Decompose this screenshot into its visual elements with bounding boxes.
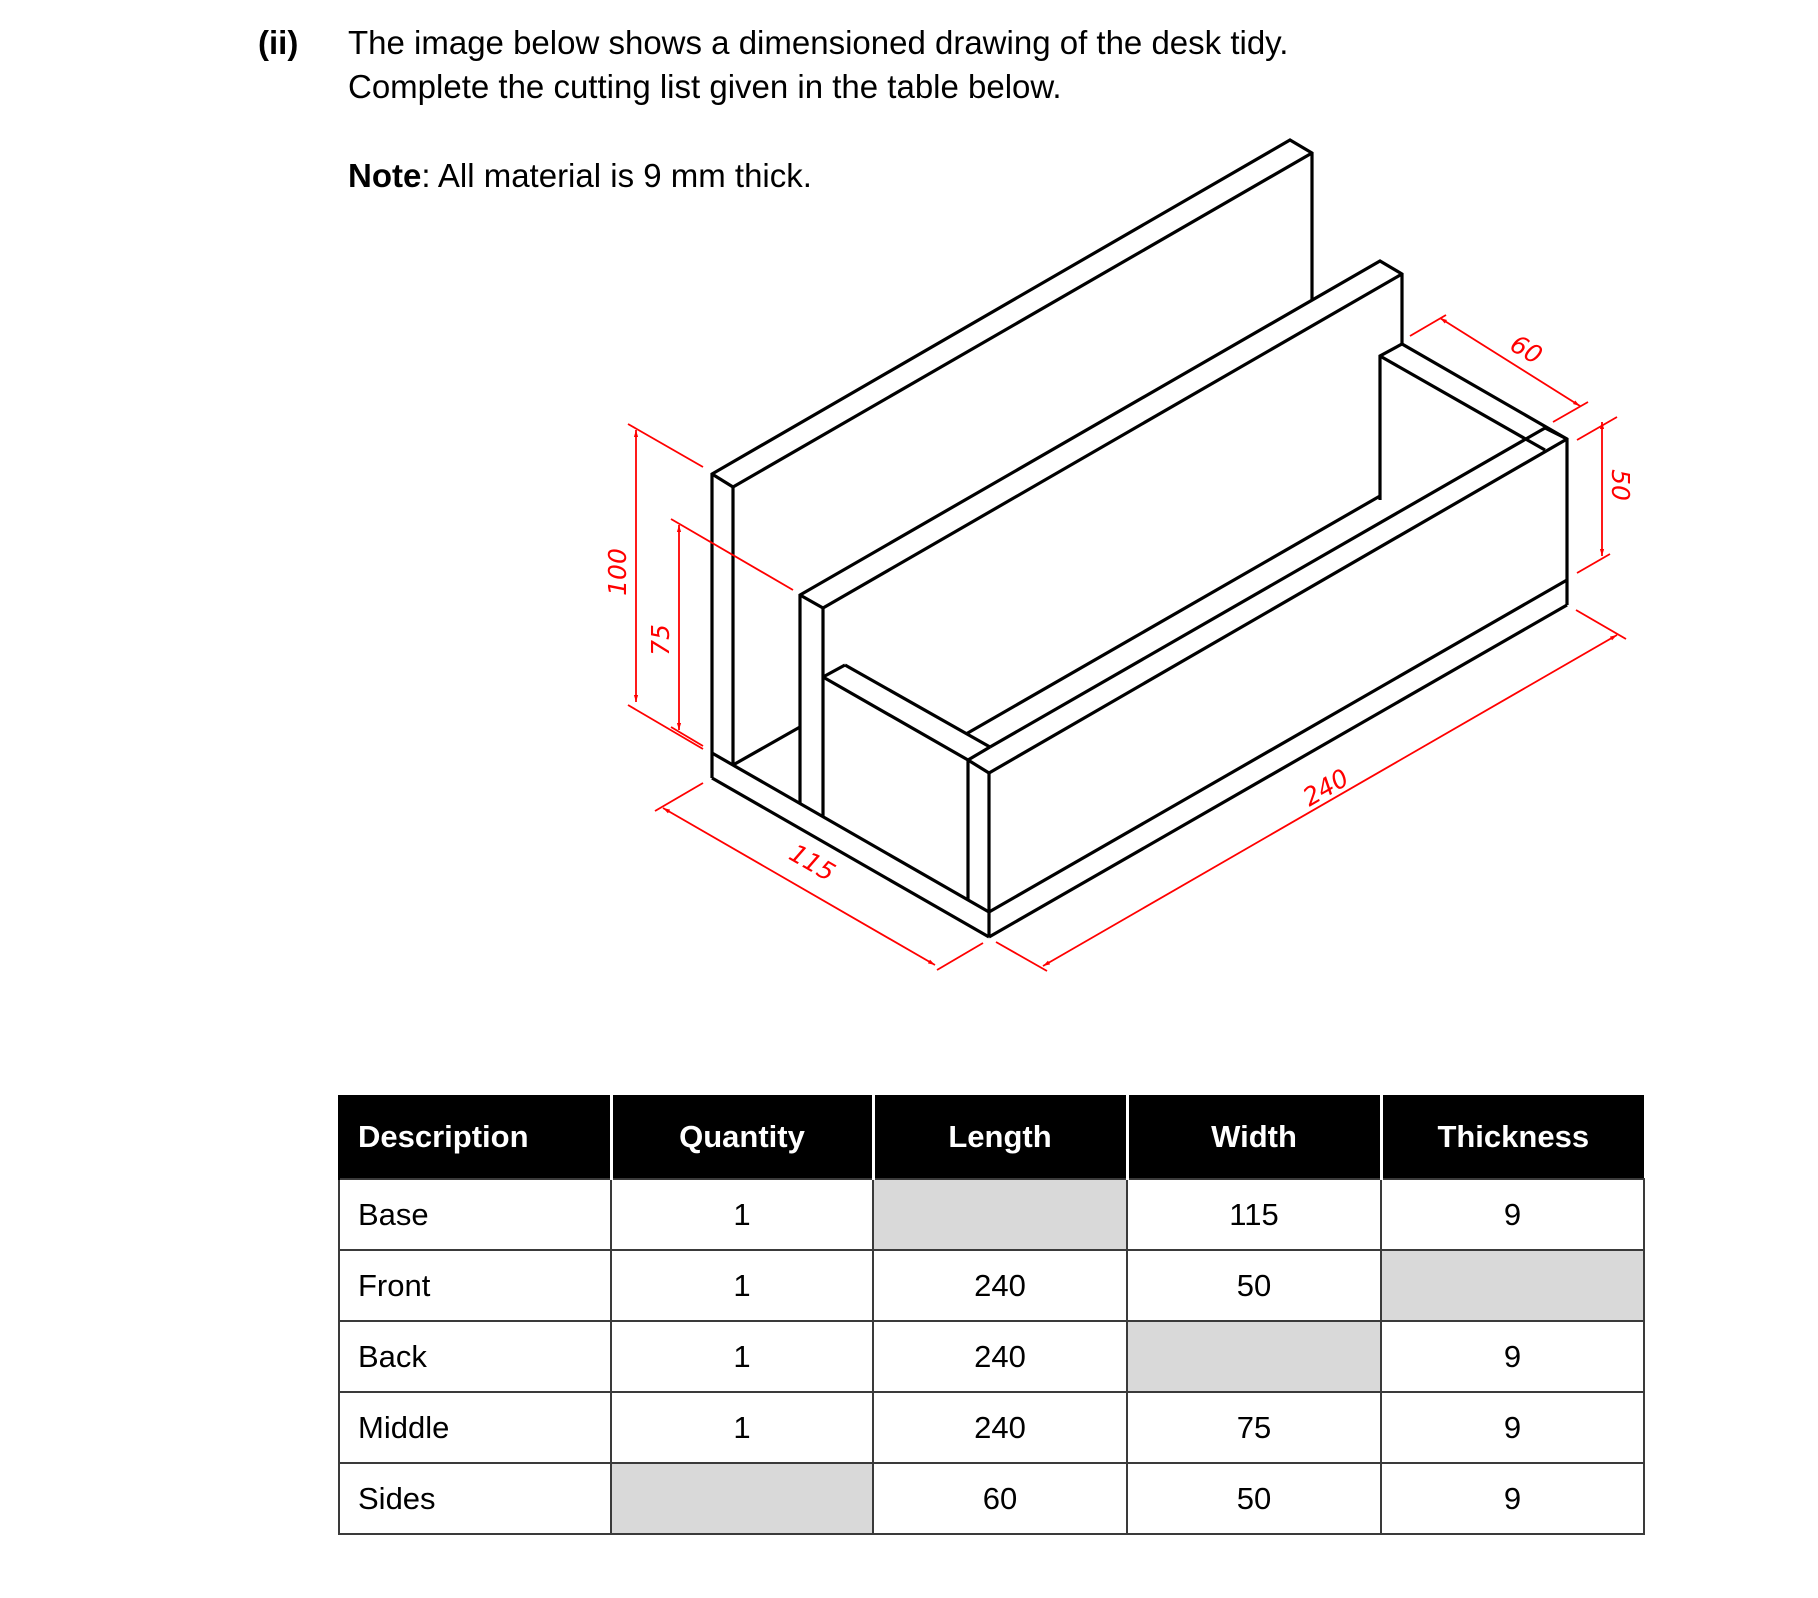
cell-width: 75: [1127, 1392, 1381, 1463]
table-row: [339, 1321, 1644, 1392]
table-row: [339, 1179, 1644, 1250]
cell-thickness: 9: [1381, 1179, 1644, 1250]
cell-width: 115: [1127, 1179, 1381, 1250]
cell-description: Back: [339, 1321, 611, 1392]
cell-description: Middle: [339, 1392, 611, 1463]
cell-quantity: 1: [611, 1250, 873, 1321]
question-text-line-1: The image below shows a dimensioned drawing of the desk tidy.: [348, 24, 1289, 61]
cell-thickness-blank[interactable]: [1381, 1250, 1644, 1321]
cell-description: Sides: [339, 1463, 611, 1534]
header-description: Description: [339, 1095, 611, 1179]
desk-tidy-outline: [712, 140, 1567, 937]
cell-thickness: 9: [1381, 1463, 1644, 1534]
table-row: [339, 1463, 1644, 1534]
header-quantity: Quantity: [611, 1095, 873, 1179]
cell-description: Front: [339, 1250, 611, 1321]
cell-description: Base: [339, 1179, 611, 1250]
cell-length-blank[interactable]: [873, 1179, 1127, 1250]
dimension-50-label: 50: [1606, 469, 1635, 501]
cell-length: 240: [873, 1250, 1127, 1321]
table-header-row: [339, 1095, 1644, 1179]
dimension-100-label: 100: [603, 548, 632, 596]
dimension-60-label: 60: [1505, 329, 1548, 371]
header-length: Length: [873, 1095, 1127, 1179]
cell-quantity-blank[interactable]: [611, 1463, 873, 1534]
cell-quantity: 1: [611, 1392, 873, 1463]
cell-thickness: 9: [1381, 1321, 1644, 1392]
cell-quantity: 1: [611, 1179, 873, 1250]
cell-quantity: 1: [611, 1321, 873, 1392]
cell-width-blank[interactable]: [1127, 1321, 1381, 1392]
cutting-list-table: [338, 1095, 1645, 1535]
question-text-line-2: Complete the cutting list given in the table below.: [348, 68, 1062, 105]
cell-width: 50: [1127, 1250, 1381, 1321]
header-thickness: Thickness: [1381, 1095, 1644, 1179]
dimension-115-label: 115: [784, 838, 841, 888]
cell-length: 240: [873, 1392, 1127, 1463]
note-label: Note: [348, 157, 422, 194]
cell-thickness: 9: [1381, 1392, 1644, 1463]
dimension-240-label: 240: [1297, 763, 1354, 813]
cell-width: 50: [1127, 1463, 1381, 1534]
table-row: [339, 1250, 1644, 1321]
note-text: : All material is 9 mm thick.: [421, 157, 812, 194]
cell-length: 60: [873, 1463, 1127, 1534]
table-row: [339, 1392, 1644, 1463]
question-number: (ii): [258, 24, 299, 61]
dimension-75-label: 75: [646, 624, 675, 656]
cell-length: 240: [873, 1321, 1127, 1392]
header-width: Width: [1127, 1095, 1381, 1179]
